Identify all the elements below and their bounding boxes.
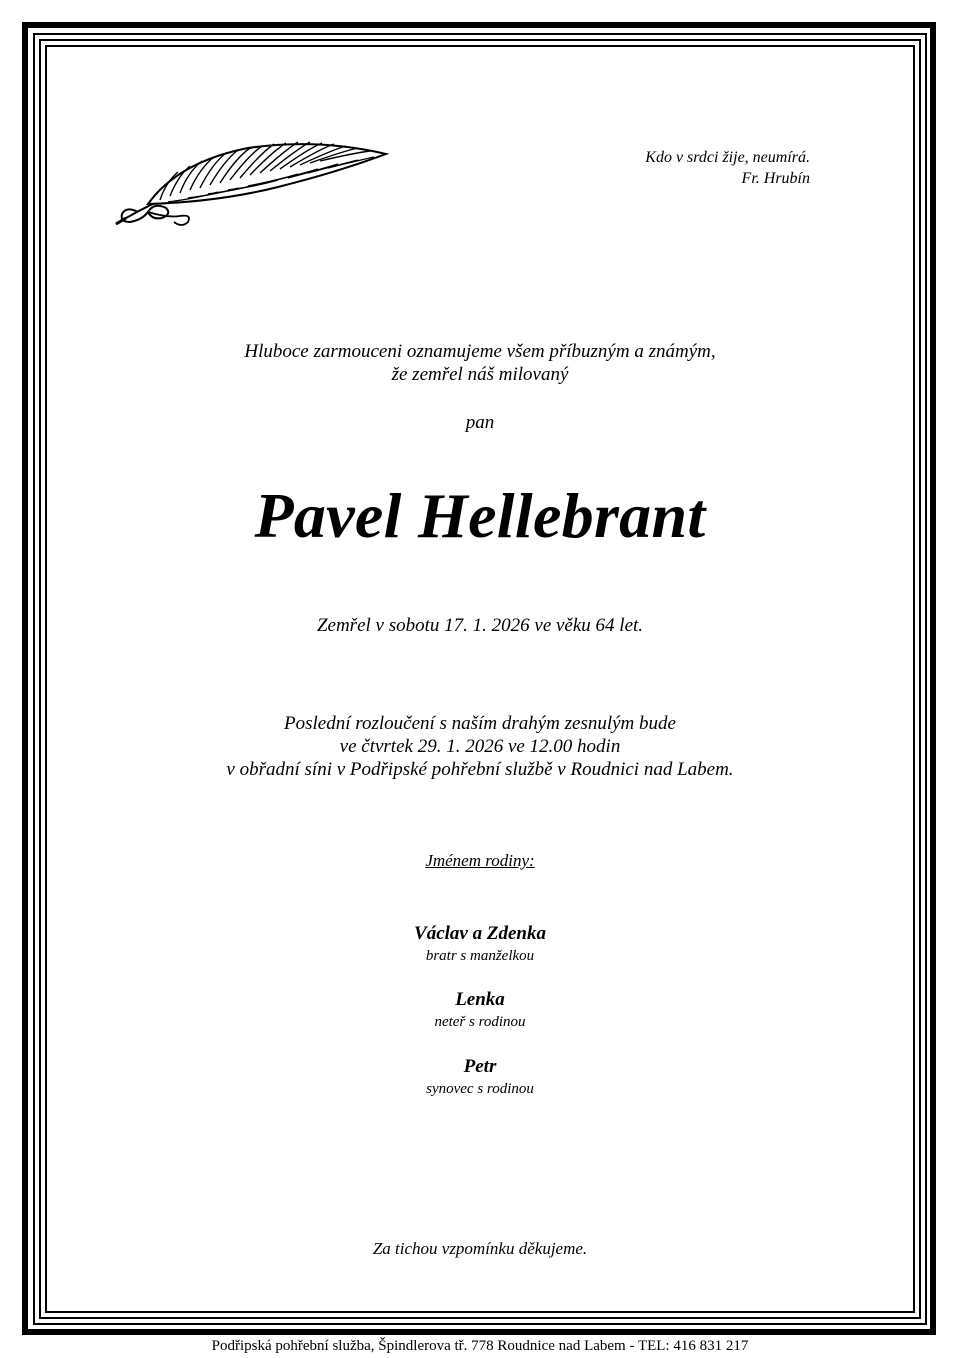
intro-line-1: Hluboce zarmouceni oznamujeme všem příbuzným a známým, [244,341,716,362]
border-line-3 [45,45,915,1313]
motto [645,147,810,189]
family-member [0,922,960,966]
farewell-line-2: ve čtvrtek 29. 1. 2026 ve 12.00 hodin [339,736,621,757]
motto-quote: Kdo v srdci žije, neumírá. [645,149,810,166]
thanks-text: Za tichou vzpomínku děkujeme. [372,1239,588,1258]
family-member [0,1055,960,1099]
family-member-name: Petr [463,1056,497,1077]
salutation: pan [465,412,495,433]
family-label-text: Jménem rodiny: [425,851,535,870]
family-member [0,988,960,1032]
family-label [0,850,960,871]
family-member-relation: bratr s manželkou [425,948,535,964]
death-note: Zemřel v sobotu 17. 1. 2026 ve věku 64 let. [316,615,644,636]
family-member-name: Václav a Zdenka [414,923,546,944]
farewell-line-3: v obřadní síni v Podřipské pohřební službě v Roudnici nad Labem. [226,759,734,780]
family-member-relation: synovec s rodinou [426,1081,534,1097]
intro-line-2: že zemřel náš milovaný [391,364,569,385]
deceased-name: Pavel Hellebrant [254,480,706,551]
farewell-text [0,712,960,781]
intro-text [0,340,960,386]
farewell-line-1: Poslední rozloučení s naším drahým zesnulým bude [284,713,676,734]
family-member-relation: neteř s rodinou [434,1014,526,1030]
footer-contact: Podřipská pohřební služba, Špindlerova tř. 778 Roudnice nad Labem - TEL: 416 831 217 [211,1338,749,1354]
feather-icon [108,132,390,232]
motto-author: Fr. Hrubín [741,170,810,187]
family-member-name: Lenka [455,989,505,1010]
